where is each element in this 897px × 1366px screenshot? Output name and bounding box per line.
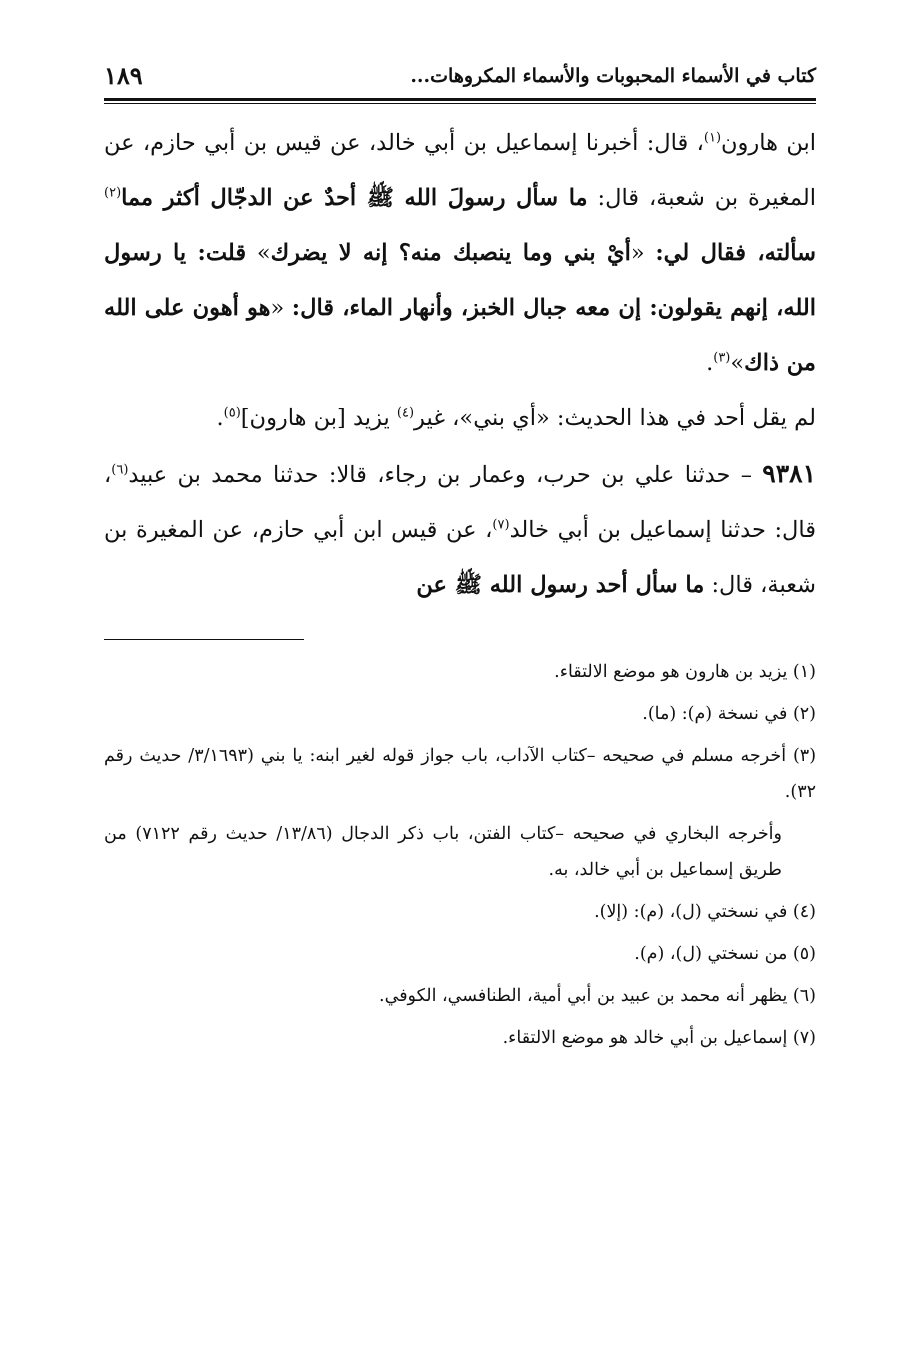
text-run: لم يقل أحد في هذا الحديث: «أي بني»، غير: [414, 405, 816, 431]
header-rule-thin: [104, 103, 816, 104]
paragraph-2: [104, 391, 816, 446]
prophet-quote: أيْ بني وما ينصبك منه؟ إنه لا يضرك: [270, 240, 631, 266]
header-rule: [104, 98, 816, 101]
hadith-text: سألته، فقال لي:: [655, 240, 817, 266]
book-page: [104, 56, 816, 1062]
running-header: [104, 56, 816, 96]
footnote-4: (٤) في نسختي (ل)، (م): (إلا).: [594, 902, 816, 922]
hadith-number: ٩٣٨١: [762, 459, 816, 488]
quote-mark: «: [630, 240, 656, 266]
footnotes: [104, 654, 816, 1056]
quote-mark: »: [246, 240, 271, 266]
prophet-quote: هو أهون على الله من ذاك: [104, 295, 816, 376]
footnote-ref-4[interactable]: (٤): [396, 405, 415, 421]
text-run: ، قال: أخبرنا إسماعيل بن أبي خالد، عن قيس بن أبي حازم، عن المغيرة بن شعبة، قال:: [104, 130, 816, 211]
hadith-text: ما سأل أحد رسول الله ﷺ عن: [416, 572, 705, 598]
paragraph-1: [104, 116, 816, 391]
footnote-7: (٧) إسماعيل بن أبي خالد هو موضع الالتقاء.: [502, 1028, 816, 1048]
footnote-3: (٣) أخرجه مسلم في صحيحه –كتاب الآداب، باب جواز قوله لغير ابنه: يا بني (٣/١٦٩٣/ حديث رقم ٣٢).: [104, 746, 817, 802]
page-number: ١٨٩: [104, 61, 143, 90]
paragraph-3: [104, 446, 816, 613]
footnote-ref-5[interactable]: (٥): [223, 405, 241, 421]
footnote-2: (٢) في نسخة (م): (ما).: [642, 704, 816, 724]
footnote-ref-7[interactable]: (٧): [492, 517, 510, 533]
footnote-6: (٦) يظهر أنه محمد بن عبيد بن أبي أمية، الطنافسي، الكوفي.: [379, 986, 816, 1006]
footnote-1: (١) يزيد بن هارون هو موضع الالتقاء.: [554, 662, 816, 682]
main-text: [104, 116, 816, 613]
footnote-ref-6[interactable]: (٦): [111, 462, 129, 478]
text-run: .: [216, 405, 224, 431]
footnote-5: (٥) من نسختي (ل)، (م).: [634, 944, 816, 964]
text-run: ، عن قيس ابن أبي حازم، عن المغيرة بن شعبة، قال:: [104, 517, 816, 598]
header-title: كتاب في الأسماء المحبوبات والأسماء المكروهات...: [410, 65, 816, 87]
text-run: .: [706, 350, 714, 376]
text-run: ، قال: حدثنا إسماعيل بن أبي خالد: [104, 462, 816, 543]
footnote-ref-1[interactable]: (١): [703, 130, 722, 146]
footnote-separator: [104, 639, 304, 640]
hadith-text: ما سأل رسولَ الله ﷺ أحدٌ عن الدجّال أكثر مما: [121, 185, 588, 211]
quote-mark: «: [270, 295, 292, 321]
text-run: ابن هارون: [721, 130, 816, 156]
hadith-text: قلت: يا رسول الله، إنهم يقولون: إن معه جبال الخبز، وأنهار الماء، قال:: [104, 240, 816, 321]
footnote-3-continuation: وأخرجه البخاري في صحيحه –كتاب الفتن، باب ذكر الدجال (١٣/٨٦/ حديث رقم ٧١٢٢) من طريق إسماعيل بن أبي خالد، به.: [104, 824, 782, 880]
quote-mark: »: [730, 350, 745, 376]
text-run: يزيد [بن هارون]: [240, 405, 397, 431]
text-run: – حدثنا علي بن حرب، وعمار بن رجاء، قالا: حدثنا محمد بن عبيد: [128, 462, 763, 488]
footnote-ref-2[interactable]: (٢): [104, 185, 122, 201]
footnote-ref-3[interactable]: (٣): [713, 350, 731, 366]
